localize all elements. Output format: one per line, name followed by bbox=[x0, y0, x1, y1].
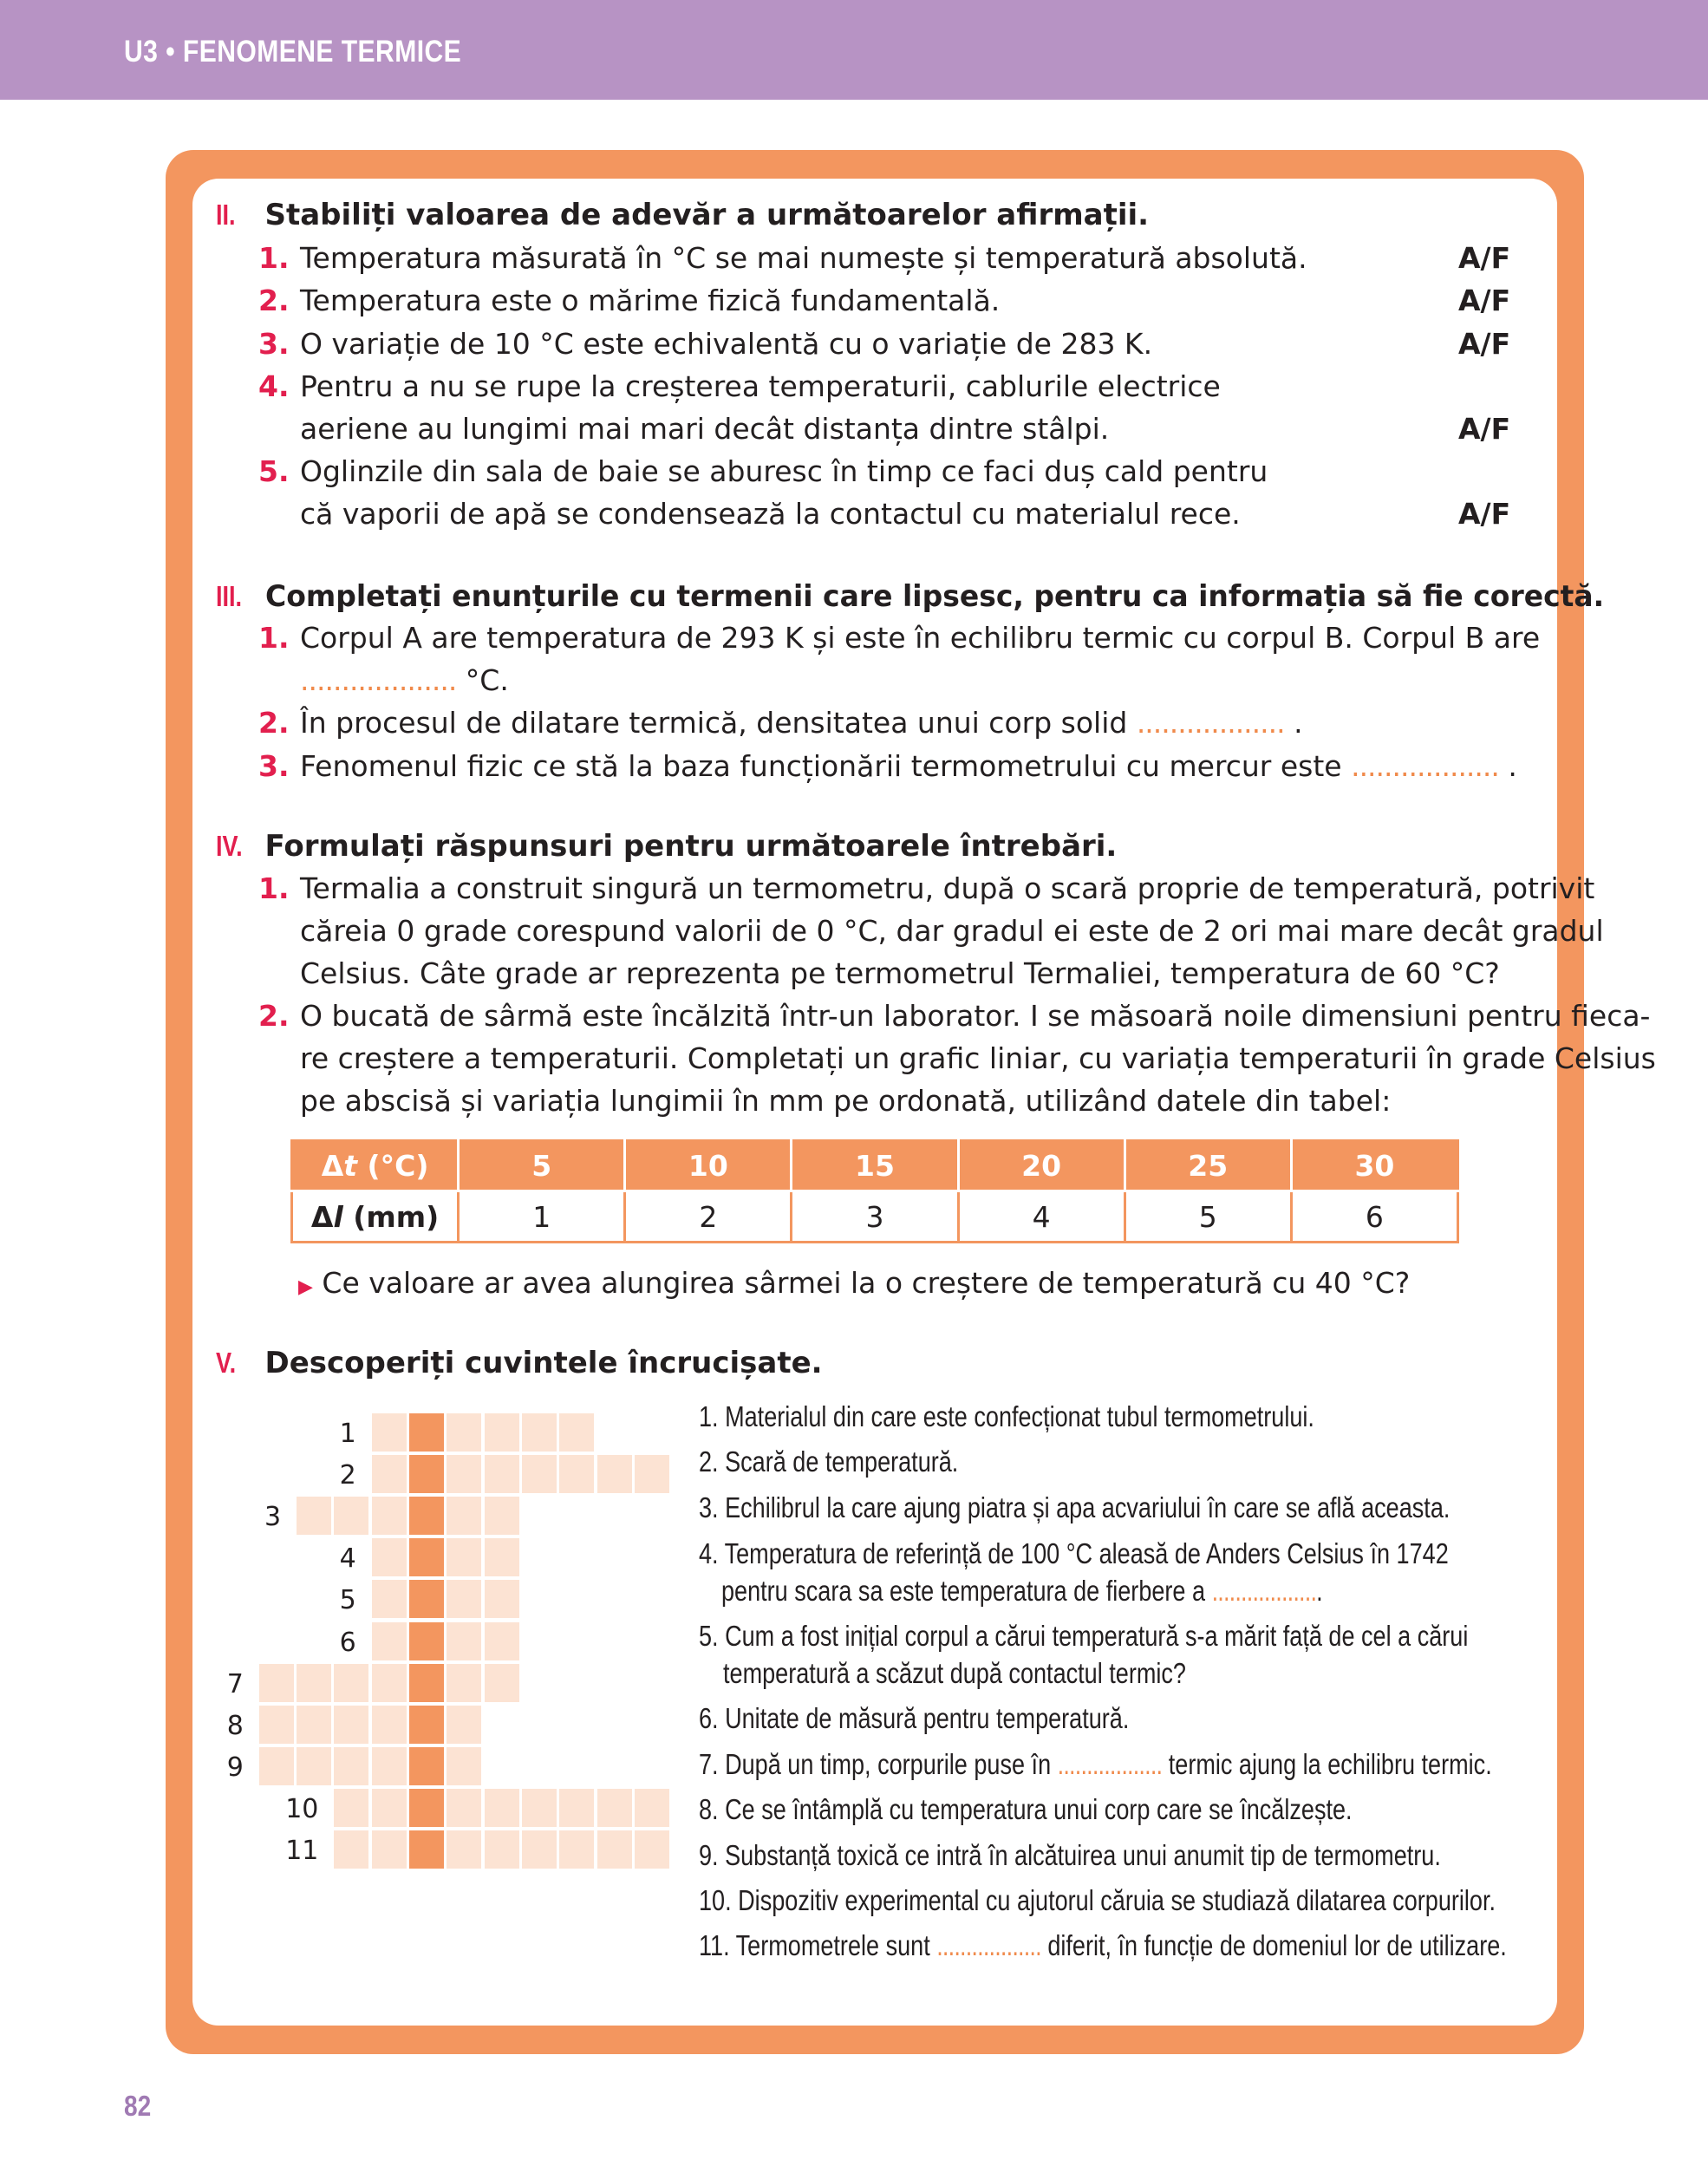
clue: 3. Echilibrul la care ajung piatra și apa acvariului în care se află aceasta. bbox=[699, 1491, 1450, 1523]
crossword-cell[interactable] bbox=[372, 1664, 407, 1702]
crossword-cell[interactable] bbox=[522, 1830, 557, 1869]
crossword-cell[interactable] bbox=[372, 1497, 407, 1535]
crossword-cell[interactable] bbox=[297, 1706, 331, 1744]
crossword-cell[interactable] bbox=[522, 1413, 557, 1452]
crossword-cell[interactable] bbox=[447, 1580, 481, 1618]
crossword-cell[interactable] bbox=[372, 1789, 407, 1827]
crossword-cell[interactable] bbox=[334, 1706, 368, 1744]
crossword-key-cell[interactable] bbox=[409, 1580, 444, 1618]
crossword-cell[interactable] bbox=[559, 1455, 594, 1493]
crossword-cell[interactable] bbox=[485, 1830, 519, 1869]
crossword-key-cell[interactable] bbox=[409, 1622, 444, 1660]
page-header bbox=[0, 0, 1708, 100]
crossword-cell[interactable] bbox=[485, 1455, 519, 1493]
clue: 1. Materialul din care este confecționat tubul termometrului. bbox=[699, 1400, 1314, 1432]
table-cell: 30 bbox=[1291, 1141, 1457, 1191]
crossword-key-cell[interactable] bbox=[409, 1455, 444, 1493]
clue: 9. Substanță toxică ce intră în alcătuirea unui anumit tip de termometru. bbox=[699, 1839, 1441, 1871]
crossword-row-number: 6 bbox=[339, 1627, 356, 1658]
crossword-cell[interactable] bbox=[372, 1706, 407, 1744]
crossword-cell[interactable] bbox=[447, 1747, 481, 1785]
crossword-key-cell[interactable] bbox=[409, 1747, 444, 1785]
section-3-heading: III. Completați enunțurile cu termenii care lipsesc, pentru ca informația să fie corectă. bbox=[216, 579, 1604, 614]
crossword-cell[interactable] bbox=[559, 1830, 594, 1869]
data-table bbox=[290, 1139, 1459, 1243]
crossword-key-cell[interactable] bbox=[409, 1706, 444, 1744]
crossword-cell[interactable] bbox=[259, 1706, 294, 1744]
chapter-title: U3 • FENOMENE TERMICE bbox=[124, 35, 462, 69]
crossword-cell[interactable] bbox=[372, 1580, 407, 1618]
crossword-cell[interactable] bbox=[447, 1789, 481, 1827]
table-cell: 6 bbox=[1291, 1191, 1457, 1243]
crossword-cell[interactable] bbox=[485, 1580, 519, 1618]
true-false-option[interactable]: A/F bbox=[1458, 327, 1511, 361]
crossword-cell[interactable] bbox=[372, 1455, 407, 1493]
crossword-key-cell[interactable] bbox=[409, 1830, 444, 1869]
fill-in-blank[interactable]: .................. bbox=[1211, 1575, 1317, 1607]
crossword-cell[interactable] bbox=[297, 1747, 331, 1785]
crossword-cell[interactable] bbox=[447, 1413, 481, 1452]
table-cell: 5 bbox=[459, 1141, 625, 1191]
crossword-cell[interactable] bbox=[485, 1413, 519, 1452]
crossword-cell[interactable] bbox=[447, 1706, 481, 1744]
crossword-cell[interactable] bbox=[485, 1622, 519, 1660]
clue: 2. Scară de temperatură. bbox=[699, 1445, 959, 1478]
crossword-cell[interactable] bbox=[334, 1497, 368, 1535]
true-false-option[interactable]: A/F bbox=[1458, 284, 1511, 317]
crossword-key-cell[interactable] bbox=[409, 1497, 444, 1535]
crossword-cell[interactable] bbox=[522, 1789, 557, 1827]
crossword-row-number: 2 bbox=[339, 1460, 356, 1491]
crossword-cell[interactable] bbox=[447, 1538, 481, 1576]
crossword-cell[interactable] bbox=[597, 1830, 632, 1869]
fill-in-blank[interactable]: .................. bbox=[1351, 749, 1499, 783]
clue: pentru scara sa este temperatura de fierbere a ................... bbox=[721, 1575, 1323, 1607]
section-2-heading: II. Stabiliți valoarea de adevăr a următoarelor afirmații. bbox=[216, 198, 1150, 232]
crossword-key-cell[interactable] bbox=[409, 1413, 444, 1452]
table-header-dt: Δt (°C) bbox=[292, 1141, 459, 1191]
crossword-cell[interactable] bbox=[635, 1830, 669, 1869]
table-cell: 5 bbox=[1125, 1191, 1291, 1243]
crossword-cell[interactable] bbox=[372, 1538, 407, 1576]
clue: temperatură a scăzut după contactul termic? bbox=[723, 1657, 1186, 1689]
crossword-cell[interactable] bbox=[447, 1497, 481, 1535]
crossword-cell[interactable] bbox=[485, 1664, 519, 1702]
table-cell: 25 bbox=[1125, 1141, 1291, 1191]
crossword-cell[interactable] bbox=[485, 1538, 519, 1576]
fill-in-blank[interactable]: .................. bbox=[1136, 706, 1285, 740]
crossword-cell[interactable] bbox=[259, 1747, 294, 1785]
crossword-cell[interactable] bbox=[485, 1789, 519, 1827]
clue: 8. Ce se întâmplă cu temperatura unui corp care se încălzește. bbox=[699, 1793, 1353, 1825]
section-4-heading: IV. Formulați răspunsuri pentru următoarele întrebări. bbox=[216, 829, 1118, 864]
crossword-cell[interactable] bbox=[334, 1664, 368, 1702]
section-4-question: ▶ Ce valoare ar avea alungirea sârmei la o creștere de temperatură cu 40 °C? bbox=[298, 1266, 1411, 1300]
page-number: 82 bbox=[124, 2090, 152, 2122]
crossword-cell[interactable] bbox=[372, 1622, 407, 1660]
clue: 7. După un timp, corpurile puse în .................. termic ajung la echilibru termic. bbox=[699, 1748, 1492, 1780]
crossword-cell[interactable] bbox=[559, 1413, 594, 1452]
crossword-cell[interactable] bbox=[297, 1664, 331, 1702]
clue: 6. Unitate de măsură pentru temperatură. bbox=[699, 1702, 1130, 1734]
crossword-cell[interactable] bbox=[372, 1747, 407, 1785]
crossword-cell[interactable] bbox=[372, 1830, 407, 1869]
true-false-option[interactable]: A/F bbox=[1458, 412, 1511, 446]
crossword-row-number: 11 bbox=[285, 1836, 319, 1866]
crossword-row-number: 4 bbox=[339, 1543, 356, 1575]
table-cell: 10 bbox=[625, 1141, 792, 1191]
crossword-key-cell[interactable] bbox=[409, 1664, 444, 1702]
crossword-cell[interactable] bbox=[334, 1747, 368, 1785]
true-false-option[interactable]: A/F bbox=[1458, 241, 1511, 275]
crossword-row-number: 10 bbox=[285, 1793, 319, 1824]
fill-in-blank[interactable]: .................. bbox=[936, 1929, 1041, 1961]
crossword-cell[interactable] bbox=[559, 1789, 594, 1827]
table-cell: 1 bbox=[459, 1191, 625, 1243]
clue: 10. Dispozitiv experimental cu ajutorul căruia se studiază dilatarea corpurilor. bbox=[699, 1884, 1496, 1916]
crossword-cell[interactable] bbox=[447, 1455, 481, 1493]
crossword-row-number: 1 bbox=[339, 1419, 356, 1449]
crossword-cell[interactable] bbox=[597, 1789, 632, 1827]
fill-in-blank[interactable]: ................... bbox=[300, 663, 457, 697]
crossword-cell[interactable] bbox=[297, 1497, 331, 1535]
fill-in-blank[interactable]: .................. bbox=[1057, 1748, 1163, 1780]
crossword-row-number: 8 bbox=[226, 1710, 244, 1741]
table-cell: 15 bbox=[792, 1141, 958, 1191]
crossword-cell[interactable] bbox=[635, 1789, 669, 1827]
crossword-row-number: 5 bbox=[339, 1585, 356, 1616]
crossword-cell[interactable] bbox=[447, 1622, 481, 1660]
crossword-cell[interactable] bbox=[522, 1455, 557, 1493]
crossword-row-number: 3 bbox=[264, 1502, 282, 1533]
table-header-dl: Δl (mm) bbox=[292, 1191, 459, 1243]
crossword-cell[interactable] bbox=[447, 1664, 481, 1702]
crossword-cell[interactable] bbox=[372, 1413, 407, 1452]
crossword-cell[interactable] bbox=[635, 1455, 669, 1493]
crossword-key-cell[interactable] bbox=[409, 1789, 444, 1827]
crossword-cell[interactable] bbox=[259, 1664, 294, 1702]
triangle-bullet-icon: ▶ bbox=[298, 1276, 313, 1298]
clue: 4. Temperatura de referință de 100 °C aleasă de Anders Celsius în 1742 bbox=[699, 1537, 1449, 1569]
crossword-key-cell[interactable] bbox=[409, 1538, 444, 1576]
crossword-row-number: 9 bbox=[226, 1752, 244, 1783]
section-5-heading: V. Descoperiți cuvintele încrucișate. bbox=[216, 1346, 823, 1380]
crossword-cell[interactable] bbox=[447, 1830, 481, 1869]
crossword-row-number: 7 bbox=[226, 1668, 244, 1700]
crossword-cell[interactable] bbox=[485, 1497, 519, 1535]
table-cell: 4 bbox=[958, 1191, 1125, 1243]
table-cell: 2 bbox=[625, 1191, 792, 1243]
true-false-option[interactable]: A/F bbox=[1458, 497, 1511, 531]
table-cell: 20 bbox=[958, 1141, 1125, 1191]
clue: 11. Termometrele sunt .................. diferit, în funcție de domeniul lor de utilizare. bbox=[699, 1929, 1507, 1961]
clue: 5. Cum a fost inițial corpul a cărui temperatură s-a mărit față de cel a cărui bbox=[699, 1620, 1469, 1652]
table-cell: 3 bbox=[792, 1191, 958, 1243]
crossword-cell[interactable] bbox=[334, 1830, 368, 1869]
crossword-cell[interactable] bbox=[597, 1455, 632, 1493]
crossword-cell[interactable] bbox=[334, 1789, 368, 1827]
